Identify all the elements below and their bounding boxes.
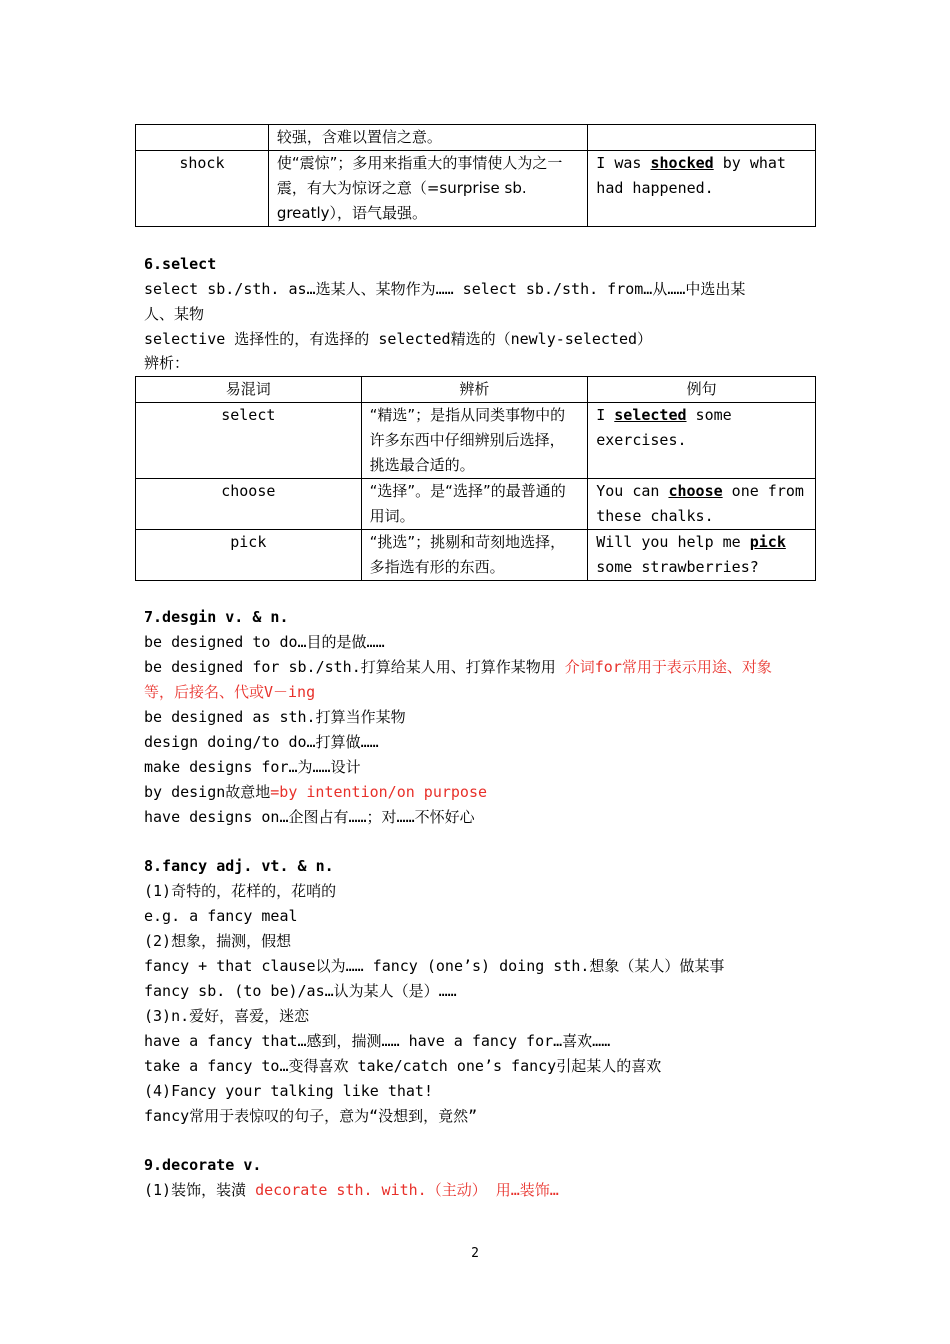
- table-cell: [136, 125, 269, 151]
- table-cell: [588, 530, 816, 581]
- table-cell: pick: [136, 530, 362, 581]
- text-line: e.g. a fancy meal: [144, 907, 298, 925]
- text-line: make designs for…为……设计: [144, 758, 361, 776]
- table-cell: 较强，含难以置信之意。: [268, 125, 587, 151]
- text-line: fancy sb. (to be)/as…认为某人（是）……: [144, 982, 457, 1000]
- text-line: (3)n.爱好，喜爱，迷恋: [144, 1007, 310, 1025]
- example-text: some strawberries?: [596, 558, 759, 576]
- text-run: by design故意地: [144, 783, 271, 801]
- table-cell: “挑选”；挑剔和苛刻地选择，多指选有形的东西。: [361, 530, 588, 581]
- text-line: [144, 655, 772, 680]
- keyword: choose: [668, 482, 723, 500]
- text-line: (1)奇特的，花样的，花哨的: [144, 882, 337, 900]
- text-line: have designs on…企图占有……；对……不怀好心: [144, 808, 475, 826]
- comparison-table-top: [135, 124, 816, 227]
- section-heading: 7.desgin v. & n.: [144, 608, 289, 626]
- comparison-table-select: [135, 376, 816, 581]
- text-line: design doing/to do…打算做……: [144, 733, 379, 751]
- keyword: selected: [614, 406, 687, 424]
- text-line: be designed to do…目的是做……: [144, 633, 385, 651]
- example-text: by what had happened.: [596, 154, 786, 197]
- table-cell: [588, 479, 816, 530]
- column-header: 易混词: [136, 377, 362, 403]
- table-row: [136, 125, 816, 151]
- example-text: You can: [596, 482, 669, 500]
- table-cell: choose: [136, 479, 362, 530]
- example-text: Will you help me: [596, 533, 750, 551]
- table-cell: select: [136, 403, 362, 479]
- table-cell: [588, 151, 816, 227]
- table-header-row: [136, 377, 816, 403]
- example-text: some exercises.: [596, 406, 732, 449]
- text-line: fancy常用于表惊叹的句子，意为“没想到，竟然”: [144, 1107, 478, 1125]
- text-line: (2)想象，揣测，假想: [144, 932, 292, 950]
- text-line: (4)Fancy your talking like that!: [144, 1082, 433, 1100]
- note-red: =by intention/on purpose: [270, 783, 488, 801]
- table-cell: 使“震惊”；多用来指重大的事情使人为之一震，有大为惊讶之意（=surprise sb. greatly），语气最强。: [268, 151, 587, 227]
- table-cell: [588, 403, 816, 479]
- page-number: 2: [471, 1246, 479, 1261]
- text-line: 人、某物: [144, 305, 205, 323]
- text-line: selective 选择性的，有选择的 selected精选的（newly-selected）: [144, 330, 653, 348]
- note-red: decorate sth. with.（主动） 用…装饰…: [255, 1181, 559, 1199]
- note-red: 介词for常用于表示用途、对象: [564, 658, 772, 676]
- example-text: I was: [596, 154, 651, 172]
- text-line: [144, 1178, 559, 1203]
- text-line: take a fancy to…变得喜欢 take/catch one’s fancy引起某人的喜欢: [144, 1057, 662, 1075]
- example-text: one from these chalks.: [596, 482, 804, 525]
- column-header: 辨析: [361, 377, 588, 403]
- table-cell: shock: [136, 151, 269, 227]
- text-line: be designed as sth.打算当作某物: [144, 708, 406, 726]
- text-line: select sb./sth. as…选某人、某物作为…… select sb./sth. from…从……中选出某: [144, 280, 746, 298]
- section-heading: 8.fancy adj. vt. & n.: [144, 857, 334, 875]
- section-heading: 6.select: [144, 255, 217, 273]
- table-row: [136, 479, 816, 530]
- table-row: [136, 151, 816, 227]
- text-run: (1)装饰，装潢: [144, 1181, 256, 1199]
- column-header: 例句: [588, 377, 816, 403]
- note-red: 等，后接名、代或V－ing: [144, 683, 316, 701]
- text-line: [144, 780, 487, 805]
- table-row: [136, 403, 816, 479]
- section-heading: 9.decorate v.: [144, 1156, 262, 1174]
- table-cell: “选择”。是“选择”的最普通的用词。: [361, 479, 588, 530]
- keyword: pick: [749, 533, 786, 551]
- table-row: [136, 530, 816, 581]
- example-text: I: [596, 406, 615, 424]
- text-line: have a fancy that…感到，揣测…… have a fancy for…喜欢……: [144, 1032, 611, 1050]
- text-line: 辨析：: [144, 354, 190, 372]
- table-cell: [588, 125, 816, 151]
- table-cell: “精选”；是指从同类事物中的许多东西中仔细辨别后选择，挑选最合适的。: [361, 403, 588, 479]
- text-run: be designed for sb./sth.打算给某人用、打算作某物用: [144, 658, 565, 676]
- text-line: fancy + that clause以为…… fancy (one’s) doing sth.想象（某人）做某事: [144, 957, 725, 975]
- keyword: shocked: [650, 154, 714, 172]
